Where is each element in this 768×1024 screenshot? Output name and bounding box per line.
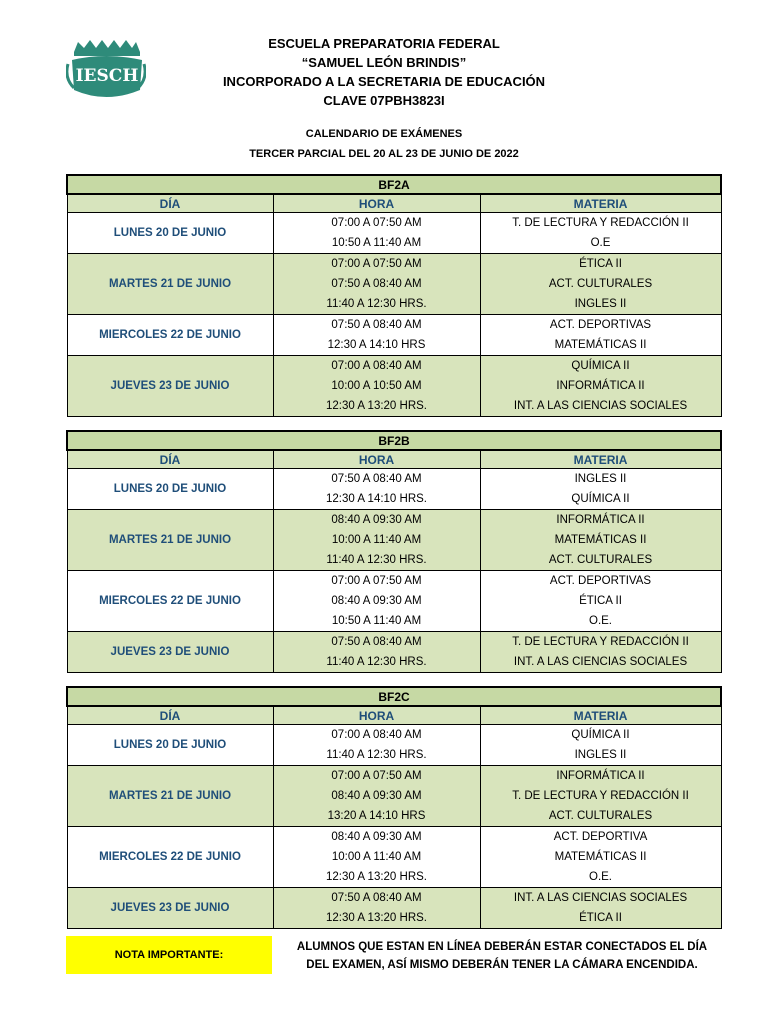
day-cell: MIERCOLES 22 DE JUNIO (67, 827, 273, 888)
subject-cell: ACT. DEPORTIVAS (480, 315, 721, 336)
time-cell: 08:40 A 09:30 AM (273, 591, 480, 611)
time-cell: 08:40 A 09:30 AM (273, 827, 480, 848)
col-header-day: DÍA (67, 706, 273, 725)
subject-cell: INGLES II (480, 469, 721, 490)
col-header-time: HORA (273, 194, 480, 213)
logo-text: IESCH (75, 66, 139, 86)
day-cell: MARTES 21 DE JUNIO (67, 254, 273, 315)
subject-cell: T. DE LECTURA Y REDACCIÓN II (480, 632, 721, 653)
time-cell: 07:00 A 08:40 AM (273, 356, 480, 377)
subject-cell: T. DE LECTURA Y REDACCIÓN II (480, 213, 721, 234)
subject-cell: O.E (480, 233, 721, 254)
time-cell: 07:50 A 08:40 AM (273, 469, 480, 490)
subject-cell: ÉTICA II (480, 591, 721, 611)
time-cell: 07:50 A 08:40 AM (273, 632, 480, 653)
day-cell: MIERCOLES 22 DE JUNIO (67, 315, 273, 356)
table-row (67, 766, 721, 787)
schedule-table-bf2a (66, 174, 722, 417)
group-title: BF2A (67, 175, 721, 194)
day-cell: JUEVES 23 DE JUNIO (67, 632, 273, 673)
col-header-subject: MATERIA (480, 450, 721, 469)
note-line-1: ALUMNOS QUE ESTAN EN LÍNEA DEBERÁN ESTAR CONECTADOS EL DÍA (296, 941, 708, 953)
subject-cell: INGLES II (480, 745, 721, 766)
time-cell: 12:30 A 14:10 HRS (273, 335, 480, 356)
header-line-2: “SAMUEL LEÓN BRINDIS” (301, 55, 467, 70)
group-title: BF2C (67, 687, 721, 706)
subject-cell: MATEMÁTICAS II (480, 530, 721, 550)
note-line-2: DEL EXAMEN, ASÍ MISMO DEBERÁN TENER LA CÁMARA ENCENDIDA. (306, 959, 698, 971)
table-row (67, 725, 721, 746)
time-cell: 11:40 A 12:30 HRS. (273, 550, 480, 571)
day-cell: JUEVES 23 DE JUNIO (67, 888, 273, 929)
col-header-time: HORA (273, 706, 480, 725)
subject-cell: QUÍMICA II (480, 725, 721, 746)
col-header-subject: MATERIA (480, 706, 721, 725)
table-row (67, 510, 721, 531)
day-cell: LUNES 20 DE JUNIO (67, 213, 273, 254)
calendar-subtitle: TERCER PARCIAL DEL 20 AL 23 DE JUNIO DE 2022 (249, 148, 519, 160)
subject-cell: ACT. CULTURALES (480, 806, 721, 827)
time-cell: 07:00 A 07:50 AM (273, 213, 480, 234)
school-logo (66, 38, 146, 106)
subject-cell: ACT. DEPORTIVA (480, 827, 721, 848)
subject-cell: O.E. (480, 867, 721, 888)
subject-cell: INFORMÁTICA II (480, 510, 721, 531)
time-cell: 11:40 A 12:30 HRS. (273, 294, 480, 315)
time-cell: 12:30 A 14:10 HRS. (273, 489, 480, 510)
time-cell: 07:00 A 08:40 AM (273, 725, 480, 746)
table-row (67, 827, 721, 848)
time-cell: 08:40 A 09:30 AM (273, 786, 480, 806)
table-row (67, 356, 721, 377)
time-cell: 12:30 A 13:20 HRS. (273, 908, 480, 929)
time-cell: 07:00 A 07:50 AM (273, 254, 480, 275)
col-header-day: DÍA (67, 194, 273, 213)
table-row (67, 571, 721, 592)
calendar-title: CALENDARIO DE EXÁMENES (305, 128, 463, 140)
time-cell: 12:30 A 13:20 HRS. (273, 867, 480, 888)
time-cell: 07:50 A 08:40 AM (273, 274, 480, 294)
subject-cell: ACT. CULTURALES (480, 550, 721, 571)
header-line-3: INCORPORADO A LA SECRETARIA DE EDUCACIÓN (222, 74, 546, 89)
time-cell: 10:50 A 11:40 AM (273, 233, 480, 254)
table-row (67, 469, 721, 490)
time-cell: 12:30 A 13:20 HRS. (273, 396, 480, 417)
time-cell: 11:40 A 12:30 HRS. (273, 652, 480, 673)
time-cell: 08:40 A 09:30 AM (273, 510, 480, 531)
subject-cell: MATEMÁTICAS II (480, 847, 721, 867)
schedule-table-bf2c (66, 686, 722, 929)
day-cell: MARTES 21 DE JUNIO (67, 766, 273, 827)
table-row (67, 315, 721, 336)
time-cell: 07:00 A 07:50 AM (273, 571, 480, 592)
col-header-day: DÍA (67, 450, 273, 469)
subject-cell: MATEMÁTICAS II (480, 335, 721, 356)
note-label: NOTA IMPORTANTE: (66, 936, 272, 974)
table-row (67, 888, 721, 909)
subject-cell: INFORMÁTICA II (480, 766, 721, 787)
col-header-subject: MATERIA (480, 194, 721, 213)
time-cell: 07:50 A 08:40 AM (273, 888, 480, 909)
subject-cell: INT. A LAS CIENCIAS SOCIALES (480, 652, 721, 673)
subject-cell: QUÍMICA II (480, 489, 721, 510)
group-title: BF2B (67, 431, 721, 450)
subject-cell: ÉTICA II (480, 254, 721, 275)
subject-cell: ACT. DEPORTIVAS (480, 571, 721, 592)
day-cell: JUEVES 23 DE JUNIO (67, 356, 273, 417)
subject-cell: QUÍMICA II (480, 356, 721, 377)
header-line-1: ESCUELA PREPARATORIA FEDERAL (268, 36, 500, 51)
table-row (67, 632, 721, 653)
subject-cell: T. DE LECTURA Y REDACCIÓN II (480, 786, 721, 806)
time-cell: 07:00 A 07:50 AM (273, 766, 480, 787)
calendar-heading (150, 124, 618, 164)
table-row (67, 213, 721, 234)
col-header-time: HORA (273, 450, 480, 469)
day-cell: MARTES 21 DE JUNIO (67, 510, 273, 571)
subject-cell: ÉTICA II (480, 908, 721, 929)
school-header (150, 34, 618, 110)
note-message (276, 938, 728, 974)
day-cell: MIERCOLES 22 DE JUNIO (67, 571, 273, 632)
subject-cell: O.E. (480, 611, 721, 632)
time-cell: 13:20 A 14:10 HRS (273, 806, 480, 827)
subject-cell: INT. A LAS CIENCIAS SOCIALES (480, 396, 721, 417)
day-cell: LUNES 20 DE JUNIO (67, 469, 273, 510)
time-cell: 10:00 A 11:40 AM (273, 530, 480, 550)
subject-cell: INT. A LAS CIENCIAS SOCIALES (480, 888, 721, 909)
time-cell: 11:40 A 12:30 HRS. (273, 745, 480, 766)
header-line-4: CLAVE 07PBH3823I (323, 93, 445, 108)
schedule-table-bf2b (66, 430, 722, 673)
time-cell: 10:00 A 11:40 AM (273, 847, 480, 867)
subject-cell: ACT. CULTURALES (480, 274, 721, 294)
subject-cell: INGLES II (480, 294, 721, 315)
time-cell: 10:00 A 10:50 AM (273, 376, 480, 396)
table-row (67, 254, 721, 275)
subject-cell: INFORMÁTICA II (480, 376, 721, 396)
day-cell: LUNES 20 DE JUNIO (67, 725, 273, 766)
time-cell: 10:50 A 11:40 AM (273, 611, 480, 632)
time-cell: 07:50 A 08:40 AM (273, 315, 480, 336)
